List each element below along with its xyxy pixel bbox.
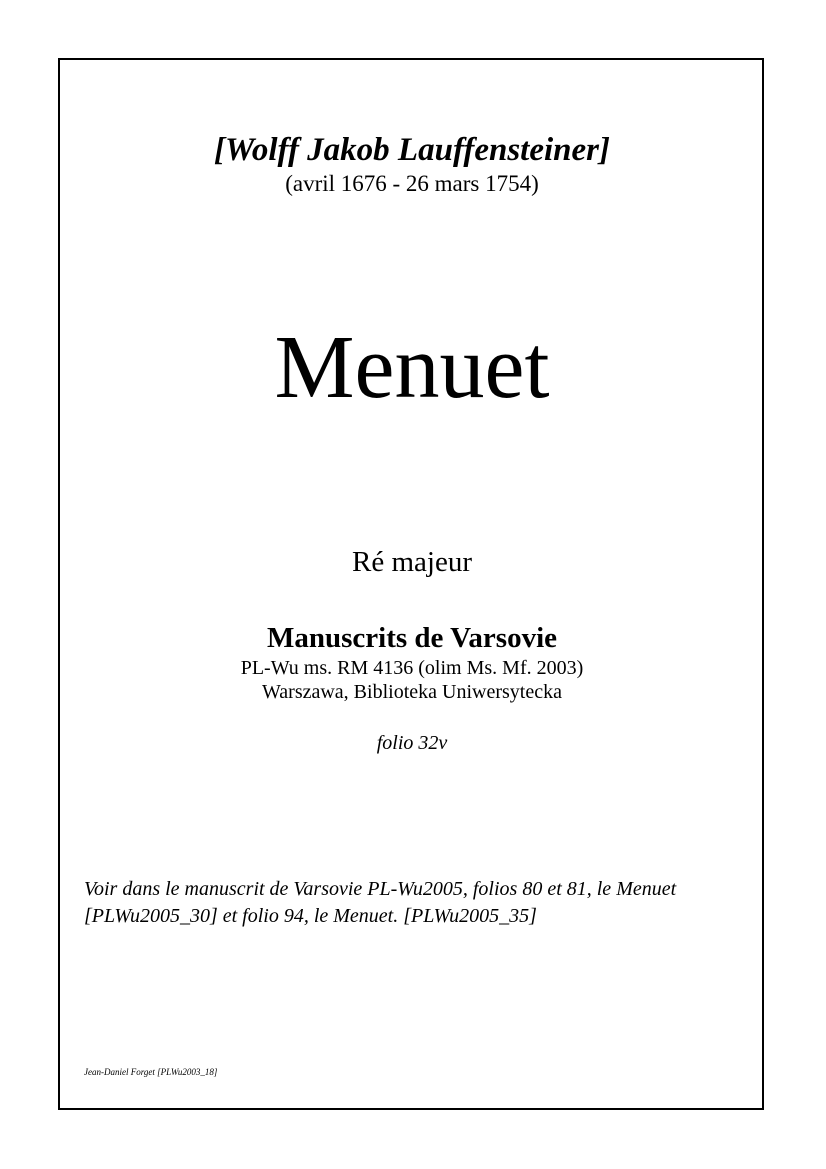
footer-credit: Jean-Daniel Forget [PLWu2003_18]: [84, 1067, 218, 1077]
source-folio: folio 32v: [376, 732, 448, 754]
source-library: Warszawa, Biblioteka Uniwersytecka: [262, 681, 562, 703]
source-collection: Manuscrits de Varsovie: [267, 622, 557, 654]
note-line-1: Voir dans le manuscrit de Varsovie PL-Wu2005, folios 80 et 81, le Menuet: [84, 878, 677, 900]
piece-key: Ré majeur: [352, 546, 472, 578]
piece-title: Menuet: [274, 318, 550, 417]
cross-reference-note: [84, 876, 749, 930]
composer-name: [Wolff Jakob Lauffensteiner]: [214, 132, 610, 168]
source-shelfmark: PL-Wu ms. RM 4136 (olim Ms. Mf. 2003): [240, 657, 584, 679]
note-line-2: [PLWu2005_30] et folio 94, le Menuet. [PLWu2005_35]: [84, 905, 537, 927]
page-border: [58, 58, 764, 1110]
composer-dates: (avril 1676 - 26 mars 1754): [285, 171, 539, 196]
